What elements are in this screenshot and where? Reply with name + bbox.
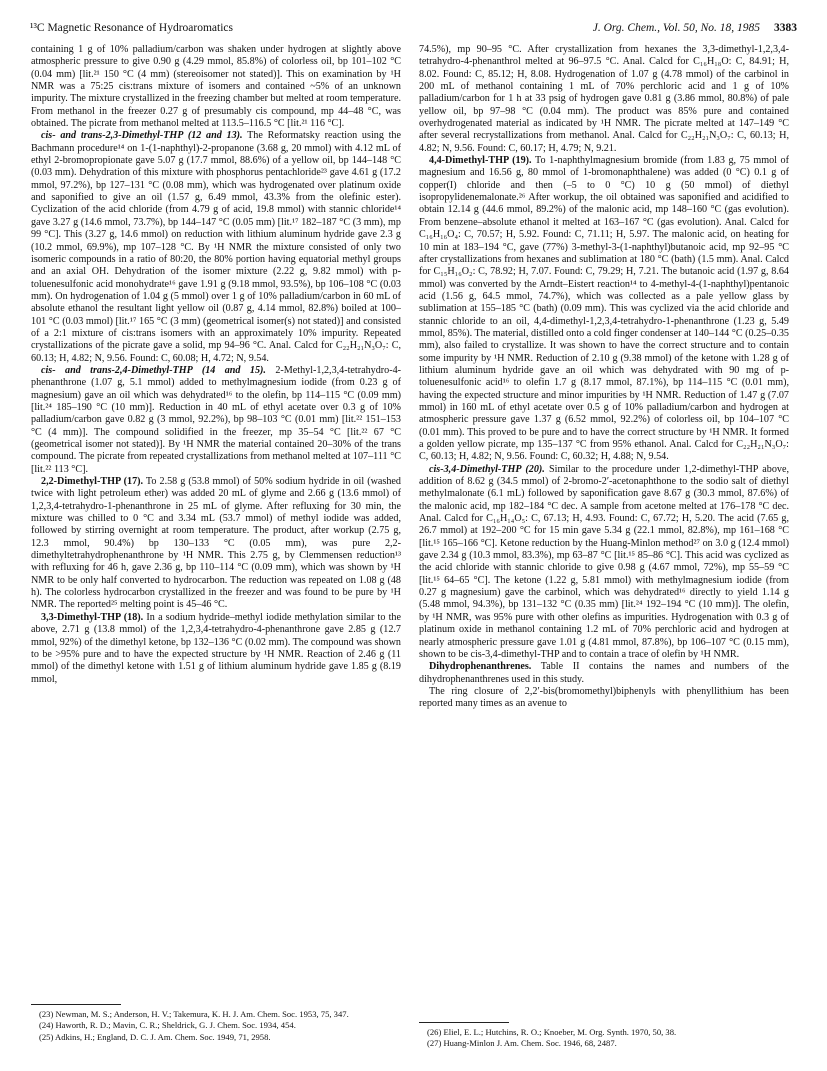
journal-citation: J. Org. Chem., Vol. 50, No. 18, 1985 [592,22,760,34]
paragraph: cis- and trans-2,3-Dimethyl-THP (12 and 13). The Reformatsky reaction using the Bachmann procedure¹⁴ on 1-(1-naphthyl)-2-propanone (3.68 g, 20 mmol) with 4.12 mL of ethyl 2-bromopropionate gave 5.07 g (17.7 mmol, 88.6%) of a yellow oil, bp 144–148 °C (0.03 mm). Dehydration of this mixture with phosphorus pentachloride²³ gave 4.61 g (17.2 mmol, 97.2%), bp 127–131 °C (0.08 mm), which was hydrogenated over platinum oxide and saponified to give an oil (1.57 g, 6.49 mmol, 43.3% from the olefinic ester). Cyclization of the acid chloride (from 4.79 g of acid, 19.8 mmol) with stannic chloride¹⁴ gave 3.27 g (14.6 mmol, 73.7%), bp 144–147 °C (0.05 mm) [lit.¹⁷ 182–187 °C (3 mm), mp 99 °C]. This (3.27 g, 14.6 mmol) on reduction with lithium aluminum hydride gave 2.3 g (10.2 mmol, 69.9%), mp 107–128 °C. By ¹H NMR the mixture consisted of only two isomeric compounds in a ratio of 80:20, the 80% portion having equatorial methyl groups and an axial OH. Dehydration of the isomer mixture (2.22 g, 9.82 mmol) with p-toluenesulfonic acid monohydrate¹⁶ gave 1.91 g (9.18 mmol, 93.5%), bp 106–108 °C (0.03 mm). On hydrogenation of 1.04 g (5 mmol) over 1 g of 10% palladium/carbon in 60 mL of absolute ethanol the resultant light yellow oil (0.87 g, 4.14 mmol, 82.8%) boiled at 100–101 °C (0.03 mmol) [lit.¹⁷ 165 °C (3 mm) (geometrical isomer(s) not stated)] and consisted of a 2:1 mixture of cis:trans isomers with an approximately 10% impurity. Repeated crystallizations of the picrate gave a solid, mp 94–96 °C. Anal. Calcd for C₂₂H₂₁N₃O₇: C, 60.13; H, 4.82; N, 9.56. Found: C, 60.08; H, 4.72; N, 9.54. [31,130,401,364]
paragraph: cis- and trans-2,4-Dimethyl-THP (14 and 15). 2-Methyl-1,2,3,4-tetrahydro-4-phenanthrone (1.07 g, 5.1 mmol) added to methylmagnesium iodide (from 0.23 g of magnesium) gave an oil which was dehydrated¹⁶ to the olefin, bp 114–115 °C (0.09 mm) [lit.²⁴ 185–190 °C (10 mm)]. Reduction in 40 mL of ethyl acetate over 0.3 g of 10% palladium/carbon gave 0.82 g (3 mmol, 92.2%), bp 98–103 °C (0.01 mm) [lit.²² 151–153 °C (4 mm)]. The compound solidified in the freezer, mp 35–54 °C [lit.²² 67 °C (geometrical isomer not stated)]. By ¹H NMR the material contained 20–30% of the trans compound. The picrate from repeated crystallizations from methanol melted at 107–111 °C [lit.²² 113 °C]. [31,364,402,475]
left-column [31,44,401,686]
paragraph: 74.5%), mp 90–95 °C. After crystallization from hexanes the 3,3-dimethyl-1,2,3,4-tetrahydro-4-phenanthrol melted at 96–97.5 °C. Anal. Calcd for C₁₆H₁₈O: C, 84.91; H, 8.02. Found: C, 85.12; H, 8.08. Hydrogenation of 1.07 g (4.78 mmol) of the carbinol in 200 mL of methanol containing 1 mL of 70% perchloric acid and 1 g of 10% palladium/carbon for 1 h at 33 psig of hydrogen gave 0.81 g (3.86 mmol, 80.8%) of pale yellow oil, bp 97–98 °C (0.04 mm). The product was 85% pure and contained overhydrogenated material as indicated by ¹H NMR. The picrate melted at 147–149 °C after several recrystallizations from methanol. Anal. Calcd for C₂₂H₂₁N₃O₇: C, 60.13; H, 4.82; N, 9.56. Found: C, 60.17; H, 4.79; N, 9.21. [419,44,789,154]
section-heading: cis-3,4-Dimethyl-THP (20). [429,463,545,475]
footnote: (23) Newman, M. S.; Anderson, H. V.; Takemura, K. H. J. Am. Chem. Soc. 1953, 75, 347. [39,1009,349,1019]
footnote-rule [419,1022,509,1023]
section-heading: 2,2-Dimethyl-THP (17). [41,476,144,488]
journal-citation-block [593,22,797,34]
footnote: (25) Adkins, H.; England, D. C. J. Am. Chem. Soc. 1949, 71, 2958. [39,1031,271,1042]
section-heading: cis- and trans-2,4-Dimethyl-THP (14 and 15). [41,364,266,376]
paragraph: containing 1 g of 10% palladium/carbon was shaken under hydrogen at slightly above atmospheric pressure to give 0.90 g (4.29 mmol, 85.8%) of colorless oil, bp 101–102 °C (0.04 mm) [lit.²¹ 150 °C (4 mm) (stereoisomer not stated)]. This on examination by ¹H NMR was a 75:25 cis:trans mixture of isomers and contained ~5% of an unknown impurity. The mixture crystallized in the freezing chamber but melted at room temperature. From methanol in the freezer 0.27 g of presumably cis compound, mp 44–48 °C, was obtained. The picrate from methanol melted at 113.5–116.5 °C [lit.²¹ 116 °C]. [31,44,401,130]
running-header [30,22,797,36]
footnote: (24) Haworth, R. D.; Mavin, C. R.; Sheldrick, G. J. Chem. Soc. 1934, 454. [39,1020,296,1031]
section-heading: 3,3-Dimethyl-THP (18). [41,611,144,623]
paragraph: 3,3-Dimethyl-THP (18). In a sodium hydride–methyl iodide methylation similar to the above, 2.71 g (13.8 mmol) of the 1,2,3,4-tetrahydro-4-phenanthrone gave 2.85 g (12.7 mmol, 92%) of the dimethyl ketone, bp 132–136 °C (0.02 mm). The compound was shown to be >95% pure and to have the expected structure by ¹H NMR. Reaction of 2.46 g (11 mmol) of the dimethyl ketone with 1.51 g of lithium aluminum hydride gave 1.85 g (8.19 mmol, [31,611,401,685]
footnote: (26) Eliel, E. L.; Hutchins, R. O.; Knoeber, M. Org. Synth. 1970, 50, 38. [427,1027,677,1037]
section-heading: cis- and trans-2,3-Dimethyl-THP (12 and 13). [41,130,243,142]
section-heading: Dihydrophenanthrenes. [429,661,532,673]
footnotes-left [31,1009,403,1043]
paragraph: Dihydrophenanthrenes. Table II contains the names and numbers of the dihydrophenanthrenes used in this study. [419,661,789,685]
paragraph: The ring closure of 2,2′-bis(bromomethyl)biphenyls with phenyllithium has been reported many times as an avenue to [419,685,789,710]
page-number: 3383 [774,22,797,34]
running-title: ¹³C Magnetic Resonance of Hydroaromatics [30,22,233,34]
paragraph: 2,2-Dimethyl-THP (17). To 2.58 g (53.8 mmol) of 50% sodium hydride in oil (washed twice with light petroleum ether) was added 20 mL of glyme and 2.66 g (13.6 mmol) of 1,2,3,4-tetrahydro-1-phenanthrone in 25 mL of glyme. After refluxing for 30 min, the mixture was chilled to 0 °C and 3.34 mL (53.7 mmol) of methyl iodide was added, followed by stirring overnight at room temperature. The product, after workup (2.75 g, 12.3 mmol, 90.4%) bp 130–133 °C (0.05 mm), was pure 2,2-dimethyltetrahydrophenanthrone by ¹H NMR. This 2.75 g, by Clemmensen reduction¹³ with refluxing for 46 h, gave 2.36 g, bp 110–114 °C (0.09 mm), which was shown by ¹H NMR to be only half converted to hydrocarbon. The reduction was repeated on 1.08 g (48 h). The colorless hydrocarbon crystallized in the freezer and was found to be pure by ¹H NMR. The reported²⁵ melting point is 45–46 °C. [31,476,401,611]
section-heading: 4,4-Dimethyl-THP (19). [429,155,532,167]
right-column [419,44,789,711]
footnotes-right [419,1027,791,1050]
footnote-rule [31,1004,121,1005]
footnote: (27) Huang-Minlon J. Am. Chem. Soc. 1946, 68, 2487. [427,1038,617,1049]
paragraph: 4,4-Dimethyl-THP (19). To 1-naphthylmagnesium bromide (from 1.83 g, 75 mmol of magnesium and 16.56 g, 80 mmol of 1-bromonaphthalene) was added (0 °C) 0.1 g of copper(I) chloride and then (–5 to 0 °C) 10 g (50 mmol) of diethyl isopropylidenemalonate.²⁶ After workup, the oil obtained was saponified and acidified to obtain 12.14 g (44.6 mmol, 89.2%) of the malonic acid, mp 148–160 °C (gas evolution). From benzene–absolute ethanol it melted at 163–167 °C (gas evolution). Anal. Calcd for C₁₆H₁₆O₄: C, 70.57; H, 5.92. Found: C, 71.11; H, 5.97. The malonic acid, on heating for 10 min at 183–194 °C, gave (77%) 3-methyl-3-(1-naphthyl)butanoic acid, mp 92–95 °C after crystallizations from hexanes and sublimation at 180 °C (bath) (1.5 mm). Anal. Calcd for C₁₅H₁₆O₂: C, 78.92; H, 7.07. Found: C, 79.29; H, 7.21. The butanoic acid (1.97 g, 8.64 mmol) was converted by the Arndt–Eistert reaction¹⁴ to 4-methyl-4-(1-naphthyl)pentanoic acid (1.56 g, 64.5 mmol, 74.7%), which was collected as a pale yellow glass by sublimation at 155–185 °C (bath) (0.09 mm). This was cyclized via the acid chloride and stannic chloride to an oil, 4,4-dimethyl-1,2,3,4-tetrahydro-1-phenanthrone (1.23 g, 5.49 mmol, 85%). The material, distilled onto a cold finger condenser at 140–144 °C (0.25–0.35 mm), also failed to crystallize. It was shown to have the correct structure and to contain some impurity by ¹H NMR. Reduction of 2.10 g (9.38 mmol) of the ketone with 1.28 g of lithium aluminum hydride gave an oil which was dehydrated with 90 mg of p-toluenesulfonic acid¹⁶ to olefin 1.7 g (8.17 mmol, 87.1%), bp 114–115 °C (0.01 mm), having the expected structure and minor impurities by ¹H NMR. Reduction of 1.47 g (7.07 mmol) in 160 mL of ethyl acetate over 0.5 g of 10% palladium/carbon and hydrogen at atmospheric pressure gave 1.37 g (6.52 mmol, 92.2%) of colorless oil, bp 104–107 °C (0.01 mm). This proved to be pure and to have the correct structure by ¹H NMR. It formed a golden yellow picrate, mp 135–137 °C from 95% ethanol. Anal. Calcd for C₂₂H₂₁N₃O₇: C, 60.13; H, 4.82; N, 9.56. Found: C, 60.32; H, 4.88; N, 9.54. [419,155,789,463]
paragraph: cis-3,4-Dimethyl-THP (20). Similar to the procedure under 1,2-dimethyl-THP above, addition of 8.62 g (34.5 mmol) of 2-bromo-2′-acetonaphthone to the sodio salt of diethyl methylmalonate (6.1 mL) followed by saponification gave 8.67 g (30.3 mmol, 87.6%) of the malonic acid, mp 182–184 °C dec. A sample from acetone melted at 176–178 °C dec. Anal. Calcd for C₁₆H₁₄O₅: C, 67.13; H, 4.93. Found: C, 67.72; H, 5.20. The acid (7.65 g, 26.7 mmol) at 192–200 °C for 15 min gave 5.34 g (22.1 mmol, 82.8%), mp 161–168 °C [lit.¹⁵ 165–166 °C]. Ketone reduction by the Huang-Minlon method²⁷ on 3.0 g (12.4 mmol) gave 2.34 g (10.3 mmol, 83.3%), mp 63–87 °C [lit.¹⁵ 85–86 °C]. This acid was cyclized as the acid chloride with stannic chloride to give 0.98 g (4.67 mmol, 72%), mp 55–59 °C [lit.¹⁵ 64–65 °C]. The ketone (1.22 g, 5.81 mmol) with methylmagnesium iodide (from 0.27 g magnesium) gave the carbinol, which was dehydrated¹⁶ directly to yield 1.14 g (5.48 mmol, 94.3%), bp 131–132 °C (0.35 mm) [lit.²⁴ 192–194 °C (10 mm)]. The olefin, by ¹H NMR, was 95% pure with other olefins as impurities. Hydrogenation with 0.3 g of platinum oxide in methanol containing 1.2 mL of 70% perchloric acid and hydrogen at nearly atmospheric pressure gave 1.01 g (4.81 mmol, 87.8%), bp 106–107 °C (0.15 mm), shown to be cis-3,4-dimethyl-THP and to contain a trace of olefin by ¹H NMR. [419,463,789,660]
